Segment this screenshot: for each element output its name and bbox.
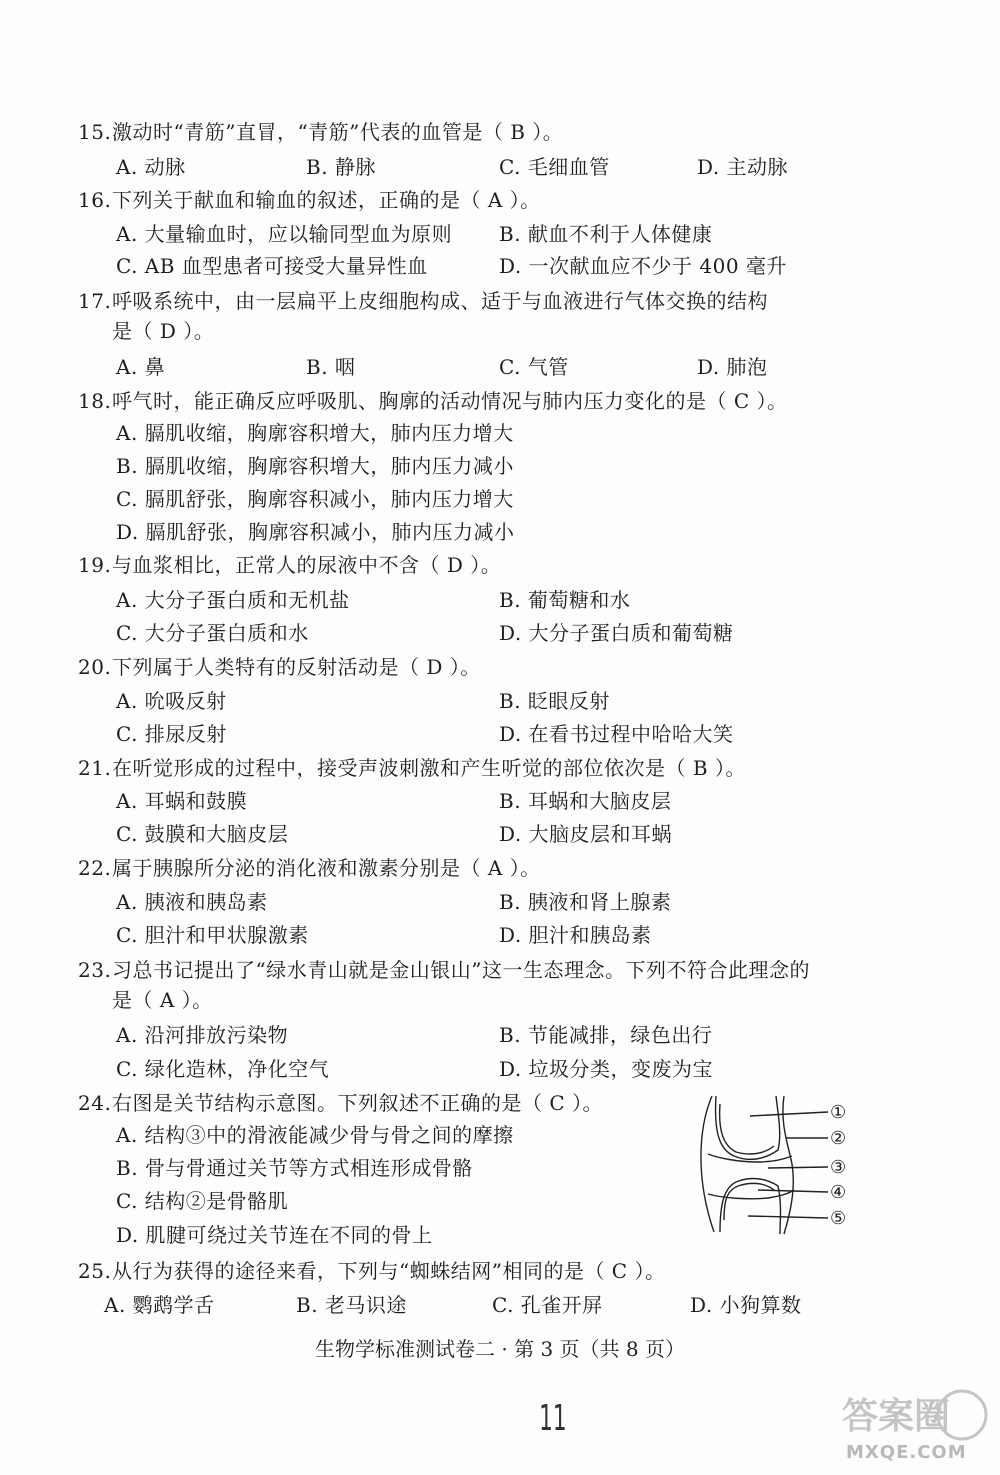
question-number: 22. [78,856,112,880]
question-number: 17. [78,289,112,313]
option-b: B. 献血不利于人体健康 [499,222,713,246]
question-number: 16. [78,188,112,212]
option-a: A. 耳蜗和鼓膜 [116,789,248,813]
joint-outline-right [783,1096,793,1234]
question-stem: 从行为获得的途径来看，下列与“蜘蛛结网”相同的是（ C ）。 [112,1259,666,1283]
joint-capsule-top [708,1154,792,1162]
lower-bone [720,1179,781,1234]
articular-cartilage-lower [724,1183,774,1220]
option-b: B. 眨眼反射 [499,689,610,713]
option-d: D. 垃圾分类，变废为宝 [499,1057,714,1081]
watermark-logo-text: 答案圈 [842,1396,951,1437]
option-d: D. 在看书过程中哈哈大笑 [499,722,734,746]
option-d: D. 小狗算数 [690,1293,802,1317]
option-c: C. 排尿反射 [116,722,227,746]
option-d: D. 肌腱可绕过关节连在不同的骨上 [116,1223,433,1247]
question-stem: 与血浆相比，正常人的尿液中不含（ D ）。 [112,553,502,577]
question-stem: 属于胰腺所分泌的消化液和激素分别是（ A ）。 [112,856,541,880]
question-stem: 呼吸系统中，由一层扁平上皮细胞构成、适于与血液进行气体交换的结构 [112,289,768,313]
option-c: C. 孔雀开屏 [492,1293,603,1317]
question-number: 19. [78,553,112,577]
option-d: D. 胆汁和胰岛素 [499,923,652,947]
diagram-label-2: ② [830,1128,847,1149]
question-stem: 呼气时，能正确反应呼吸肌、胸廓的活动情况与肺内压力变化的是（ C ）。 [112,389,788,413]
option-c: C. 气管 [499,355,569,379]
question-number: 15. [78,120,112,144]
option-c: C. 膈肌舒张，胸廓容积减小，肺内压力增大 [116,487,514,511]
option-c: C. 大分子蛋白质和水 [116,621,309,645]
option-c: C. 胆汁和甲状腺激素 [116,923,309,947]
option-c: C. 绿化造林，净化空气 [116,1057,330,1081]
question-stem: 激动时“青筋”直冒，“青筋”代表的血管是（ B ）。 [112,120,564,144]
option-b: B. 骨与骨通过关节等方式相连形成骨骼 [116,1156,473,1180]
leader-line-1 [750,1112,828,1116]
option-b: B. 胰液和肾上腺素 [499,890,672,914]
diagram-label-1: ① [830,1102,847,1123]
diagram-label-3: ③ [830,1157,847,1178]
option-b: B. 膈肌收缩，胸廓容积增大，肺内压力减小 [116,454,514,478]
option-c: C. 结构②是骨骼肌 [116,1189,289,1213]
leader-line-4 [758,1190,828,1192]
option-b: B. 静脉 [306,155,376,179]
question-number: 24. [78,1091,112,1115]
option-d: D. 肺泡 [697,355,768,379]
option-b: B. 耳蜗和大脑皮层 [499,789,672,813]
option-d: D. 膈肌舒张，胸廓容积减小，肺内压力减小 [116,520,515,544]
option-b: B. 节能减排，绿色出行 [499,1023,713,1047]
option-a: A. 吮吸反射 [116,689,227,713]
watermark [840,1388,990,1468]
question-number: 18. [78,389,112,413]
option-d: D. 大分子蛋白质和葡萄糖 [499,621,734,645]
option-c: C. 鼓膜和大脑皮层 [116,822,289,846]
option-a: A. 大分子蛋白质和无机盐 [116,588,350,612]
option-a: A. 大量输血时，应以输同型血为原则 [116,222,453,246]
upper-bone [716,1096,780,1159]
joint-structure-diagram [688,1094,863,1239]
option-a: A. 膈肌收缩，胸廓容积增大，肺内压力增大 [116,421,514,445]
question-number: 25. [78,1259,112,1283]
watermark-url: MXQE.COM [846,1442,967,1463]
question-number: 23. [78,958,112,982]
option-a: A. 结构③中的滑液能减少骨与骨之间的摩擦 [116,1123,514,1147]
handwritten-mark: 11 [539,1398,567,1439]
question-stem: 右图是关节结构示意图。下列叙述不正确的是（ C ）。 [112,1091,604,1115]
option-a: A. 胰液和胰岛素 [116,890,268,914]
option-c: C. 毛细血管 [499,155,610,179]
leader-line-3 [768,1167,828,1168]
question-number: 20. [78,655,112,679]
option-c: C. AB 血型患者可接受大量异性血 [116,254,428,278]
watermark-logo [840,1388,990,1443]
diagram-label-4: ④ [830,1182,847,1203]
option-a: A. 沿河排放污染物 [116,1023,289,1047]
question-stem: 下列属于人类特有的反射活动是（ D ）。 [112,655,481,679]
diagram-label-5: ⑤ [830,1208,847,1229]
option-b: B. 葡萄糖和水 [499,588,631,612]
question-stem: 下列关于献血和输血的叙述，正确的是（ A ）。 [112,188,541,212]
joint-outline-left [701,1096,714,1232]
page-footer: 生物学标准测试卷二 · 第 3 页（共 8 页） [315,1337,685,1361]
option-a: A. 鹦鹉学舌 [104,1293,215,1317]
question-stem: 在听觉形成的过程中，接受声波刺激和产生听觉的部位依次是（ B ）。 [112,756,746,780]
option-b: B. 咽 [306,355,356,379]
question-number: 21. [78,756,112,780]
option-d: D. 主动脉 [697,155,789,179]
option-d: D. 大脑皮层和耳蜗 [499,822,673,846]
option-a: A. 动脉 [116,155,186,179]
question-stem: 习总书记提出了“绿水青山就是金山银山”这一生态理念。下列不符合此理念的 [112,958,810,982]
question-stem-line2: 是（ A ）。 [112,988,213,1012]
option-a: A. 鼻 [116,355,166,379]
question-stem-line2: 是（ D ）。 [112,319,215,343]
leader-line-5 [748,1216,828,1218]
articular-cartilage-upper [720,1104,774,1154]
option-b: B. 老马识途 [296,1293,407,1317]
option-d: D. 一次献血应不少于 400 毫升 [499,254,787,278]
